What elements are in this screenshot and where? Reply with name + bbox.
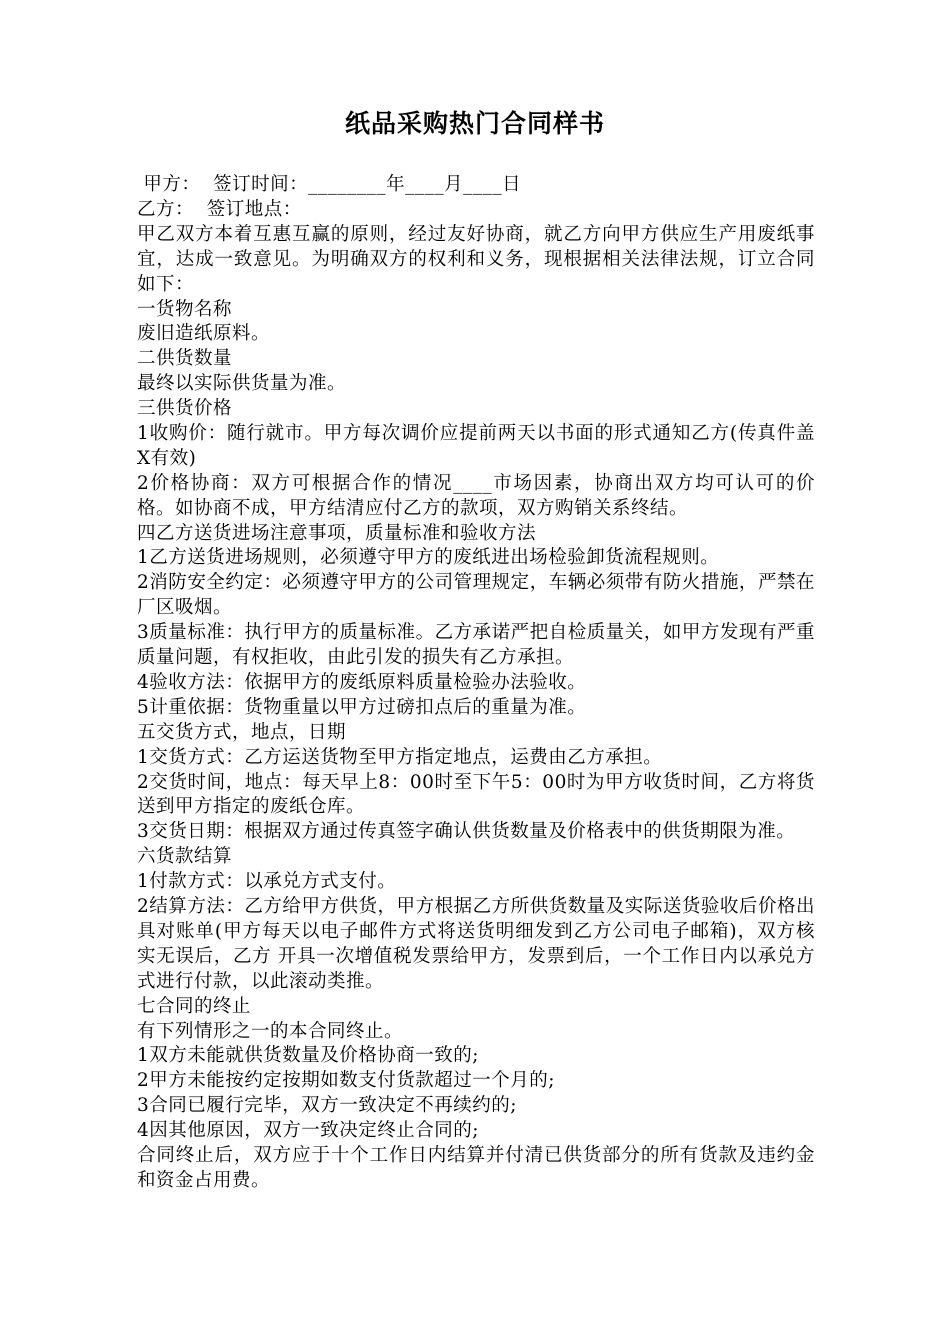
contract-line: 有下列情形之一的本合同终止。 <box>137 1020 404 1042</box>
contract-line: 2结算方法：乙方给甲方供货，甲方根据乙方所供货数量及实际送货验收后价格出具对账单(甲方每天以电子邮件方式将送货明细发到乙方公司电子邮箱)，双方核实无误后，乙方 开具一次增值税发票给甲方，发票到后，一个工作日内以承兑方式进行付款，以此滚动类推。 <box>137 896 815 992</box>
contract-line: 一货物名称 <box>137 298 233 320</box>
contract-line: 最终以实际供货量为准。 <box>137 373 347 395</box>
contract-line: 1交货方式：乙方运送货物至甲方指定地点，运费由乙方承担。 <box>137 746 663 768</box>
contract-line: 2交货时间，地点：每天早上8：00时至下午5：00时为甲方收货时间，乙方将货送到甲方指定的废纸仓库。 <box>137 771 815 818</box>
contract-line: 3合同已履行完毕，双方一致决定不再续约的; <box>137 1095 518 1117</box>
contract-line: 二供货数量 <box>137 348 233 370</box>
contract-line: 5计重依据：货物重量以甲方过磅扣点后的重量为准。 <box>137 696 587 718</box>
contract-line: 甲方： 签订时间：________年____月____日 <box>137 174 522 195</box>
contract-line: 四乙方送货进场注意事项，质量标准和验收方法 <box>137 522 537 544</box>
contract-line: 1乙方送货进场规则，必须遵守甲方的废纸进出场检验卸货流程规则。 <box>137 547 720 569</box>
contract-line: 3质量标准：执行甲方的质量标准。乙方承诺严把自检质量关，如甲方发现有严重质量问题，有权拒收，由此引发的损失有乙方承担。 <box>137 622 815 669</box>
contract-line: 乙方： 签订地点： <box>137 198 302 220</box>
contract-line: 1收购价：随行就市。甲方每次调价应提前两天以书面的形式通知乙方(传真件盖X有效) <box>137 422 815 469</box>
document-title: 纸品采购热门合同样书 <box>344 109 605 138</box>
contract-line: 六货款结算 <box>137 846 233 868</box>
contract-body <box>137 173 815 1194</box>
contract-line: 2甲方未能按约定按期如数支付货款超过一个月的; <box>137 1070 556 1092</box>
contract-line: 甲乙双方本着互惠互赢的原则，经过友好协商，就乙方向甲方供应生产用废纸事宜，达成一致意见。为明确双方的权利和义务，现根据相关法律法规，订立合同如下： <box>137 223 815 295</box>
contract-line: 五交货方式，地点，日期 <box>137 721 347 743</box>
contract-line: 4验收方法：依据甲方的废纸原料质量检验办法验收。 <box>137 671 587 693</box>
contract-line: 2价格协商：双方可根据合作的情况____市场因素，协商出双方均可认可的价格。如协商不成，甲方结清应付乙方的款项，双方购销关系终结。 <box>137 472 815 519</box>
contract-line: 2消防安全约定：必须遵守甲方的公司管理规定，车辆必须带有防火措施，严禁在厂区吸烟。 <box>137 572 815 619</box>
contract-line: 合同终止后，双方应于十个工作日内结算并付清已供货部分的所有货款及违约金和资金占用费。 <box>137 1145 815 1191</box>
contract-line: 三供货价格 <box>137 398 233 420</box>
contract-line: 1双方未能就供货数量及价格协商一致的; <box>137 1045 480 1067</box>
contract-line: 4因其他原因，双方一致决定终止合同的; <box>137 1120 480 1142</box>
contract-line: 1付款方式：以承兑方式支付。 <box>137 871 397 893</box>
contract-line: 七合同的终止 <box>137 995 252 1017</box>
contract-line: 废旧造纸原料。 <box>137 323 271 345</box>
contract-line: 3交货日期：根据双方通过传真签字确认供货数量及价格表中的供货期限为准。 <box>137 821 796 843</box>
